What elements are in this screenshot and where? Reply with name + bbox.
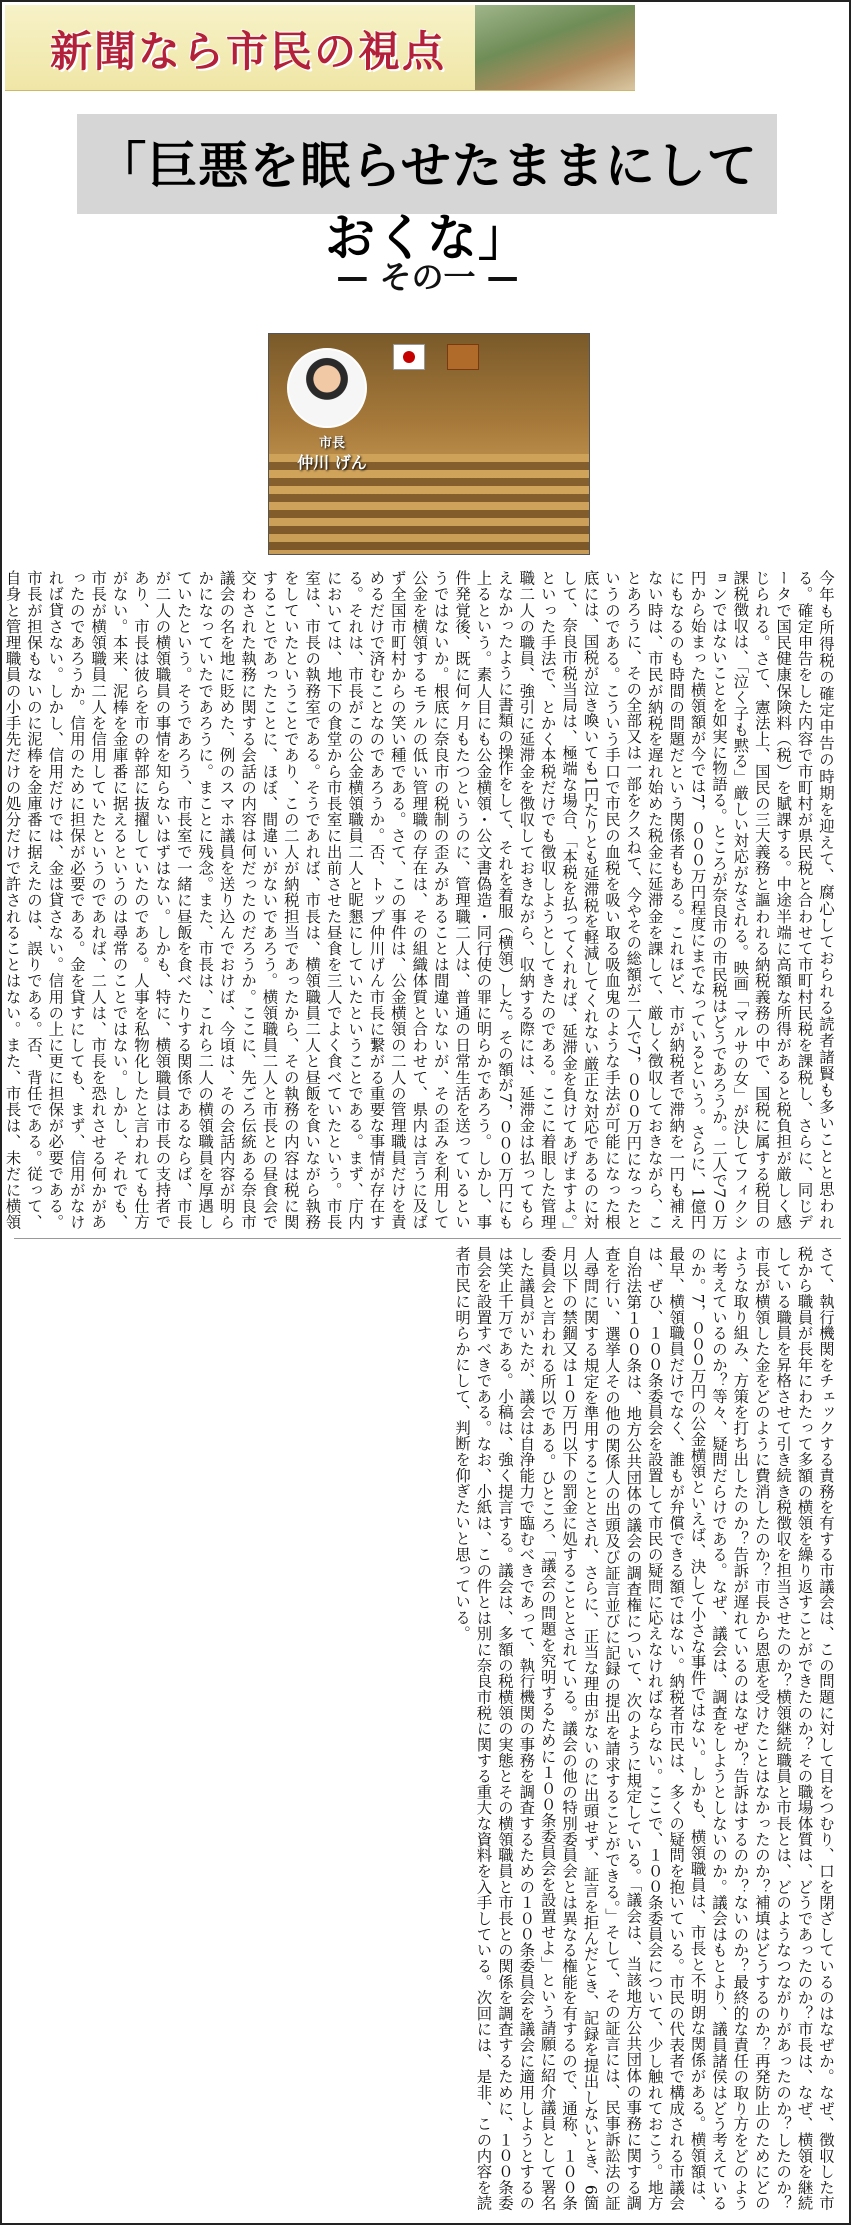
city-flag-icon (447, 344, 479, 370)
caption-name: 仲川 げん (297, 453, 367, 472)
column-banner (5, 5, 635, 91)
assembly-hall-photo (268, 333, 590, 555)
deer-photo (475, 5, 635, 90)
section-divider (14, 1238, 841, 1239)
japan-flag-icon (393, 344, 425, 370)
article-body-upper: 今年も所得税の確定申告の時期を迎えて、腐心しておられる読者諸賢も多いことと思われる。確定申告をした内容で市町村が県民税と合わせて市町村民税を課税し、さらに、同じデータで国民健康保険料（税）を賦課する。中途半端に高額な所得があると税負担が厳しく感じられる。さて、憲法上、国民の三大義務と謳われる納税義務の中で、国税に属する税目の課税徴収は、「泣く子も黙る」厳しい対応がなされる。映画「マルサの女」が決してフィクションではないことを如実に物語る。ところが奈良市の市民税はどうであろうか。二人で7０万円から始まった横領額が今では7，０００万円程度にまでなっているという。さらに、1億円にもなるのも時間の問題だという関係者もある。これほど、市が納税者で滞納を一円も補えない時は、市民が納税を遅れ始めた税金に延滞金を課して、厳しく徴収しておきながら、ことあろうに、その全部又は一部をクスねて、今やその総額が二人で7，０００万円になったというのである。こういう手口で市民の血税を吸い取る吸血鬼のような手法が可能になった根底には、国税が泣き喚いても1円たりとも延滞税を軽減してくれない厳正な対応であるのに対して、奈良市税当局は、極端な場合、「本税を払ってくれれば、延滞金を負けてあげますよ。」といった手法で、とかく本税だけでも徴収しようとしてきたのである。ここに着眼した管理職二人の職員、強引に延滞金を徴収しておきながら、収納する際には、延滞金は払ってもらえなかったように書類の操作をして、それを着服（横領）した。その額が7，０００万円にも上るという。素人目にも公金横領・公文書偽造・同行使の罪に明らかであろう。しかし、事件発覚後、既に何ヶ月もたつというのに、管理職二人は、普通の日常生活を送っているというではないか。根底に奈良市の税制の歪みがあることは間違いないが、その歪みを利用して公金を横領するモラルの低い管理職の存在は、その組織体質と合わせて、県内は言うに及ばず全国市町村からの笑い種である。さて、この事件は、公金横領の二人の管理職員だけを責めるだけで済むことなのであろうか。否、トップ仲川げん市長に繋がる重要な事情が存在する。それは、市長がこの公金横領職員二人と昵懇にしていたということである。まず、庁内においては、地下の食堂から市長室に出前させた昼食を三人でよく食べていたという。市長室は、市長の執務室である。そうであれば、市長は、横領職員二人と昼飯を食いながら執務をしていたということであり、この二人が納税担当であったから、その執務の内容は税に関することであったことに、ほぼ、間違いがないであろう。横領職員二人と市長との昼食会で交わされた執務に関する会話の内容は何だったのだろうか。ここに、先ごろ伝統ある奈良市議会の名を地に貶めた、例のスマホ議員を送り込んでおけば、今頃は、その会話内容が明らかになっていたであろうに。まことに残念。また、市長は、これら二人の横領職員を厚遇していたという。そうであろう、市長室で一緒に昼飯を食べたりする関係であるならば、市長が二人の横領職員の事情を知らないはずはない。しかも、特に、横領職員は市長の支持者であり、市長は彼らを市の幹部に抜擢していたのである。人事を私物化したと言われても仕方がない。本来、泥棒を金庫番に据えるというのは尋常のことではない。しかし、それでも、市長が横領職員二人を信用していたというのであれば、二人は、市長を恐れさせる何かがあったのであろうか。信用のために担保が必要である。金を貸すにしても、まず、信用がなければ貸さない。しかし、信用だけでは、金は貸さない。信用の上に更に担保が必要である。市長が担保もないのに泥棒を金庫番に据えたのは、誤りである。否、背任である。従って、自身と管理職員の小手先だけの処分だけで許されることはない。また、市長は、未だに横領 (3, 570, 835, 1230)
article-body-lower: さて、執行機関をチェックする責務を有する市議会は、この問題に対して目をつむり、口を閉ざしているのはなぜか。なぜ、徴収した市税から職員が長年にわたって多額の横領を繰り返すことができたのか？その職場体質は、どうであったのか？市長は、なぜ、横領を継続している職員を昇格させて引き続き税徴収を担当させたのか？横領継続職員と市長とは、どのようなつながりがあったのか？したのか？市長が横領した金をどのように費消したのか？市長から恩恵を受けたことはなかったのか？補填はどうするのか？再発防止のためにどのような取り組み、方策を打ち出したのか？告訴が遅れているのはなぜか？告訴はするのか？ないのか？最終的な責任の取り方をどのように考えているのか？等々、疑問だらけである。なぜ、議会は、調査をしようとしないのか。議会はもとより、議員諸侯はどう考えているのか。7，０００万円の公金横領といえば、決して小さな事件ではない。しかも、横領職員は、市長と不明朗な関係がある。横領額は、最早、横領職員だけでなく、誰もが弁償できる額ではない。納税者市民は、多くの疑問を抱いている。市民の代表者で構成される市議会は、ぜひ、１００条委員会を設置して市民の疑問に応えなければならない。ここで、１００条委員会について、少し触れておこう。地方自治法第１００条は、地方公共団体の議会の調査権について、次のように規定している。「議会は、当該地方公共団体の事務に関する調査を行い、選挙人その他の関係人の出頭及び証言並びに記録の提出を請求することができる。」そして、その証言には、民事訴訟法の証人尋問に関する規定を準用することとされ、さらに、正当な理由がないのに出頭せず、証言を拒んだとき、記録を提出しないとき、6箇月以下の禁錮又は１０万円以下の罰金に処することとされている。議会の他の特別委員会とは異なる権能を有するので、通称、１００条委員会と言われる所以である。ひところ、「議会の問題を究明するために１００条委員会を設置せよ」という請願に紹介議員として署名した議員がいたが、議会は自浄能力で臨むべきであって、執行機関の事務を調査するための１００条委員会を議会に適用しようとするのは笑止千万である。小稿は、強く提言する。議会は、多額の税横領の実態とその横領職員と市長との関係を調査するために、１００条委員会を設置すべきである。なお、小紙は、この件とは別に奈良市税に関する重大な資料を入手している。次回には、是非、この内容を読者市民に明らかにして、判断を仰ぎたいと思っている。 (453, 1246, 835, 2211)
banner-title: 新聞なら市民の視点 (50, 27, 447, 76)
headline: 「巨悪を眠らせたままにしておくな」 (96, 137, 758, 267)
subtitle: — その一 — (336, 258, 519, 296)
caption-role: 市長 (318, 436, 345, 451)
mayor-portrait (287, 348, 367, 428)
